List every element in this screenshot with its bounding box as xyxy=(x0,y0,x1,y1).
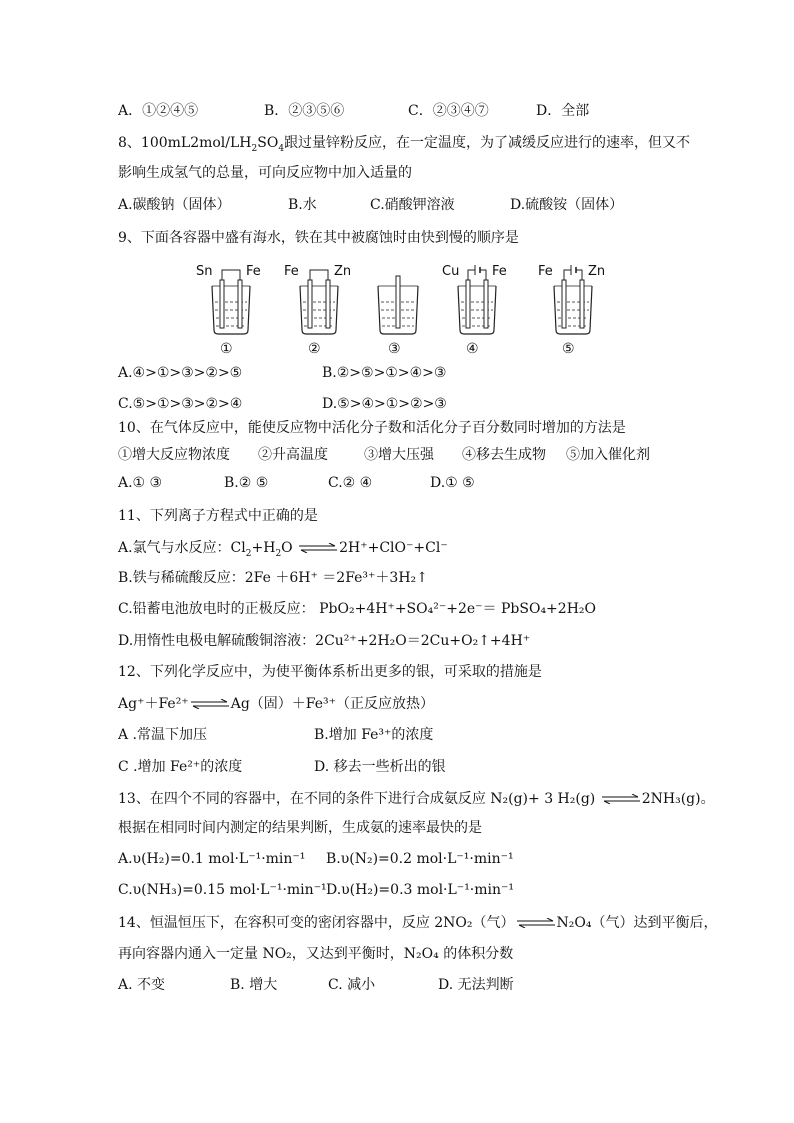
q14-option-d: D. 无法判断 xyxy=(438,977,514,993)
q10-choice-4: ④移去生成物 xyxy=(462,447,546,463)
beaker-2-drawing xyxy=(284,262,354,342)
q10-option-b: B.② ⑤ xyxy=(224,475,269,491)
equilibrium-arrow-icon xyxy=(517,918,555,928)
beaker-2-left-electrode: Fe xyxy=(284,264,299,279)
q12-stem: 12、下列化学反应中，为使平衡体系析出更多的银，可采取的措施是 xyxy=(118,664,542,680)
q12-option-b: B.增加 Fe³⁺的浓度 xyxy=(314,727,434,743)
beaker-5-drawing xyxy=(538,262,608,342)
q10-choice-2: ②升高温度 xyxy=(258,447,328,463)
q13-stem-right: 2NH₃(g)。 xyxy=(641,791,715,807)
beaker-4-left-electrode: Cu xyxy=(442,264,460,279)
q14-stem-right: N₂O₄（气）达到平衡后， xyxy=(556,915,718,931)
q9-option-d: D.⑤>④>①>②>③ xyxy=(322,396,447,412)
equilibrium-arrow-icon xyxy=(602,794,640,804)
q8-sub: 2 xyxy=(251,143,258,154)
q13-option-d: D.υ(H₂)=0.3 mol·L⁻¹·min⁻¹ xyxy=(326,882,515,898)
beaker-4 xyxy=(442,262,512,357)
q13-option-c: C.υ(NH₃)=0.15 mol·L⁻¹·min⁻¹ xyxy=(118,882,327,898)
q11-a-right: 2H⁺+ClO⁻+Cl⁻ xyxy=(339,540,448,556)
q8-stem-part: SO xyxy=(257,135,279,151)
q9-option-a: A.④>①>③>②>⑤ xyxy=(118,365,243,381)
beaker-5 xyxy=(538,262,608,357)
beaker-2 xyxy=(284,262,354,357)
beaker-4-drawing xyxy=(442,262,512,342)
q13-stem-line1 xyxy=(118,789,715,809)
q8-stem-part: 8、100mL2mol/LH xyxy=(118,135,252,151)
q12-eq-left: Ag⁺＋Fe²⁺ xyxy=(118,696,189,712)
q9-beaker-figure xyxy=(190,262,620,357)
q10-stem: 10、在气体反应中，能使反应物中活化分子数和活化分子百分数同时增加的方法是 xyxy=(118,420,626,436)
q11-option-b: B.铁与稀硫酸反应：2Fe ＋6H⁺ ＝2Fe³⁺＋3H₂↑ xyxy=(118,570,428,586)
q7-option-a: A．①②④⑤ xyxy=(118,103,199,119)
q10-option-d: D.① ⑤ xyxy=(430,475,475,491)
beaker-5-number: ⑤ xyxy=(562,341,575,357)
q8-option-a: A.碳酸钠（固体） xyxy=(118,197,231,213)
q8-stem-line1 xyxy=(118,133,690,159)
beaker-3-drawing xyxy=(368,262,438,342)
q12-option-c: C .增加 Fe²⁺的浓度 xyxy=(118,759,243,775)
q11-a-left: A.氯气与水反应：Cl xyxy=(118,540,246,556)
q12-option-d: D. 移去一些析出的银 xyxy=(314,759,446,775)
equilibrium-arrow-icon xyxy=(299,543,337,553)
q13-stem-left: 13、在四个不同的容器中，在不同的条件下进行合成氨反应 N₂(g)+ 3 H₂(g) xyxy=(118,791,596,807)
q13-option-a: A.υ(H₂)=0.1 mol·L⁻¹·min⁻¹ xyxy=(118,851,306,867)
beaker-5-right-electrode: Zn xyxy=(588,264,606,279)
beaker-1-drawing xyxy=(196,262,266,342)
beaker-1-right-electrode: Fe xyxy=(246,264,261,279)
q11-option-d: D.用惰性电极电解硫酸铜溶液：2Cu²⁺+2H₂O＝2Cu+O₂↑+4H⁺ xyxy=(118,633,531,649)
q8-option-b: B.水 xyxy=(288,197,317,213)
q7-option-b: B．②③⑤⑥ xyxy=(264,103,345,119)
q14-stem-line2: 再向容器内通入一定量 NO₂，又达到平衡时，N₂O₄ 的体积分数 xyxy=(118,946,514,962)
q14-stem-left: 14、恒温恒压下，在容积可变的密闭容器中，反应 2NO₂（气） xyxy=(118,915,515,931)
beaker-2-right-electrode: Zn xyxy=(334,264,352,279)
q12-equation xyxy=(118,694,434,714)
q8-sub: 4 xyxy=(278,143,285,154)
beaker-5-left-electrode: Fe xyxy=(538,264,553,279)
beaker-4-number: ④ xyxy=(466,341,479,357)
q8-stem-line2: 影响生成氢气的总量，可向反应物中加入适量的 xyxy=(118,165,412,181)
q11-option-a: A.氯气与水反应：$Cl_2+H_2O$ 2H⁺+ClO⁻+Cl⁻ xyxy=(118,540,448,559)
q14-option-c: C. 减小 xyxy=(328,977,376,993)
equilibrium-arrow-icon xyxy=(191,699,229,709)
q11-option-c: C.铅蓄电池放电时的正极反应： PbO₂+4H⁺+SO₄²⁻+2e⁻＝ PbSO₄+2H₂O xyxy=(118,601,596,617)
q9-option-c: C.⑤>①>③>②>④ xyxy=(118,396,243,412)
beaker-1 xyxy=(196,262,266,357)
q10-choice-3: ③增大压强 xyxy=(364,447,434,463)
q8-option-d: D.硫酸铵（固体） xyxy=(510,197,624,213)
beaker-1-number: ① xyxy=(220,341,233,357)
q10-choice-1: ①增大反应物浓度 xyxy=(118,447,230,463)
q10-option-c: C.② ④ xyxy=(328,475,373,491)
q7-option-c: C．②③④⑦ xyxy=(408,103,489,119)
q8-option-c: C.硝酸钾溶液 xyxy=(370,197,455,213)
q13-stem-line2: 根据在相同时间内测定的结果判断，生成氨的速率最快的是 xyxy=(118,820,482,836)
q14-option-b: B. 增大 xyxy=(230,977,278,993)
q14-stem-line1 xyxy=(118,913,717,933)
q9-option-b: B.②>⑤>①>④>③ xyxy=(322,365,447,381)
beaker-3-number: ③ xyxy=(388,341,401,357)
q7-option-d: D．全部 xyxy=(536,103,590,119)
beaker-2-number: ② xyxy=(308,341,321,357)
beaker-3 xyxy=(368,262,438,357)
q10-option-a: A.① ③ xyxy=(118,475,163,491)
q12-option-a: A .常温下加压 xyxy=(118,727,208,743)
q13-option-b: B.υ(N₂)=0.2 mol·L⁻¹·min⁻¹ xyxy=(326,851,514,867)
q11-stem: 11、下列离子方程式中正确的是 xyxy=(118,508,318,524)
q10-choice-5: ⑤加入催化剂 xyxy=(566,447,650,463)
beaker-1-left-electrode: Sn xyxy=(196,264,213,279)
q9-stem: 9、下面各容器中盛有海水，铁在其中被腐蚀时由快到慢的顺序是 xyxy=(118,230,519,246)
q12-eq-right: Ag（固）＋Fe³⁺（正反应放热） xyxy=(230,696,435,712)
beaker-4-right-electrode: Fe xyxy=(492,264,507,279)
q8-stem-part: 跟过量锌粉反应，在一定温度，为了减缓反应进行的速率，但又不 xyxy=(284,135,691,151)
q14-option-a: A. 不变 xyxy=(118,977,166,993)
